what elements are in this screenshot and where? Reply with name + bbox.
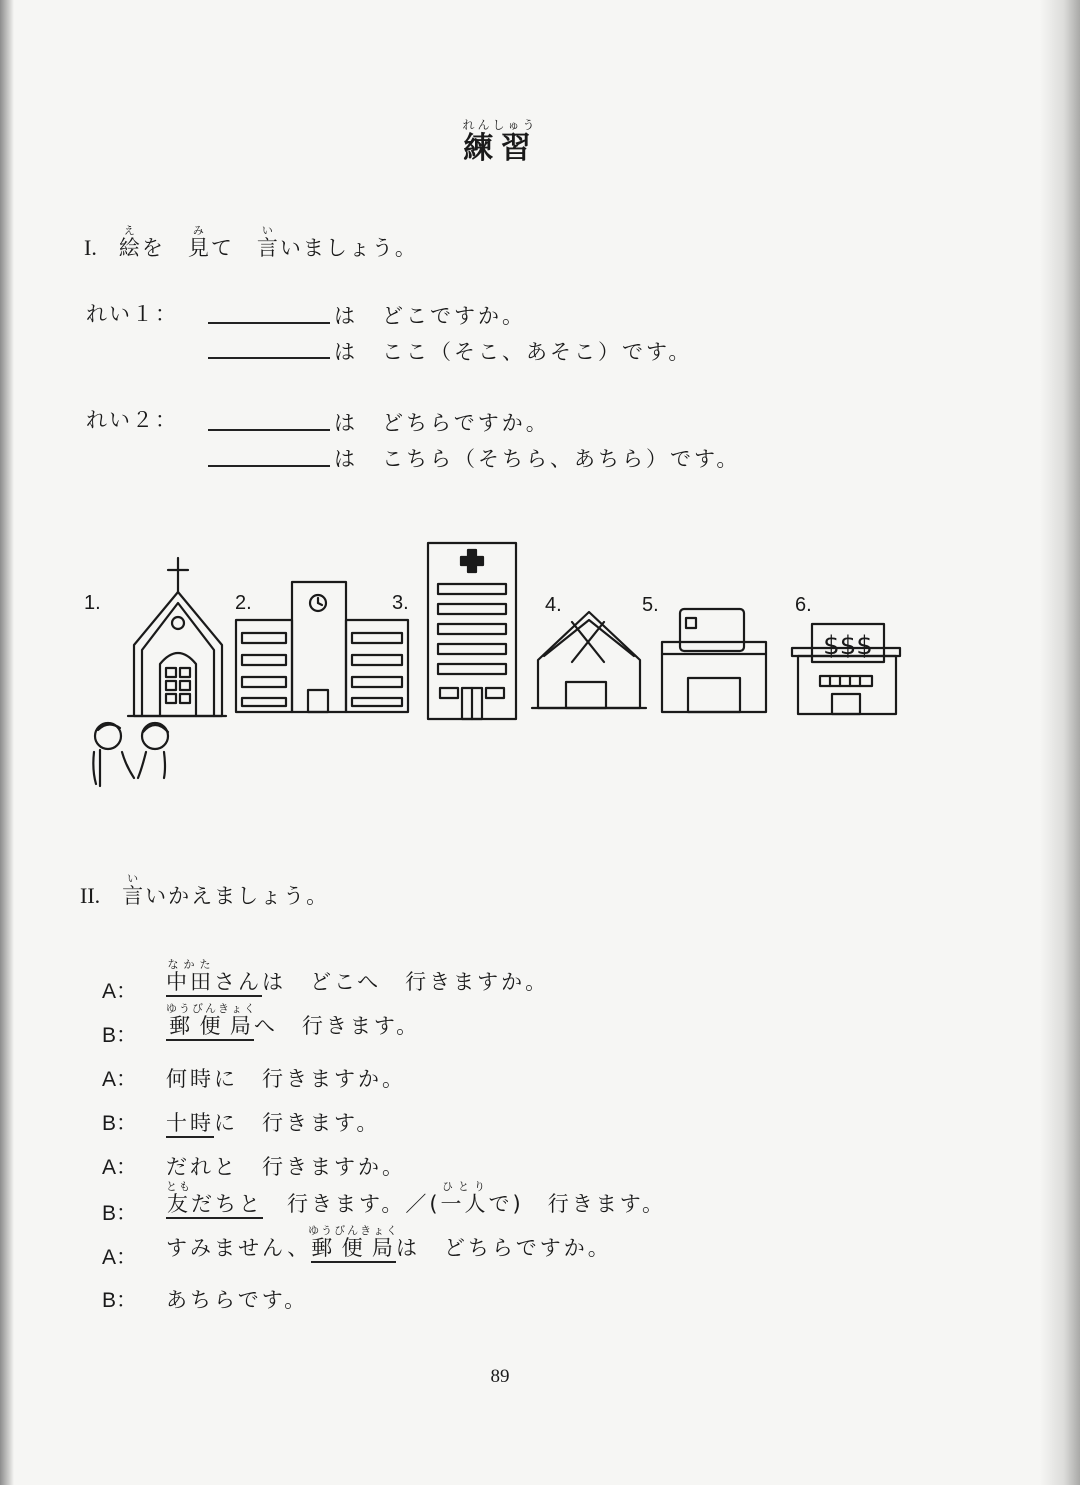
dialogue-line-7: すみません、郵便局ゆうびんきょくは どちらですか。 [166,1224,612,1262]
post-office-icon [662,609,766,712]
page-number: 89 [490,1366,510,1387]
picture-number-5: 5. [642,594,659,616]
section-1-heading: I. 絵えを 見みて 言いいましょう。 [84,224,418,260]
speaker-label: A： [102,1156,138,1179]
speaker-label: A： [102,1068,138,1091]
dialogue-line-6: 友ともだちと 行きます。／(一人ひとりで) 行きます。 [166,1180,666,1218]
bank-icon [792,624,900,714]
heading-word: 絵え [118,224,142,260]
picture-number-1: 1. [84,592,101,614]
heading-word: 見み [187,224,211,260]
speaker-label: B： [102,1202,138,1225]
speaker-label: A： [102,980,138,1003]
example-2-line-1: は どちらですか。 [334,411,550,435]
dialogue-line-1: 中田なかたさんは どこへ 行きますか。 [166,958,549,996]
speaker-label: B： [102,1289,138,1312]
example-1-label: れい１： [86,302,178,326]
restaurant-icon [532,612,646,708]
heading-word: 言い [256,224,280,260]
dialogue-line-5: だれと 行きますか。 [166,1155,406,1179]
picture-number-2: 2. [235,592,252,614]
picture-number-6: 6. [795,594,812,616]
people-icon [93,723,168,786]
dialogue-line-8: あちらです。 [166,1288,309,1312]
speaker-label: A： [102,1246,138,1269]
dialogue-line-2: 郵便局ゆうびんきょくへ 行きます。 [166,1002,420,1040]
church-icon [128,558,226,716]
example-2-line-2: は こちら（そちら、あちら）です。 [334,447,741,471]
dialogue-line-4: 十時に 行きます。 [166,1107,380,1137]
section-2-numeral: II. [80,883,101,908]
dialogue-line-3: 何時に 行きますか。 [166,1067,406,1091]
example-1-line-2: は ここ（そこ、あそこ）です。 [334,340,693,364]
speaker-label: B： [102,1024,138,1047]
page-title: 練習れんしゅう [462,118,538,166]
hospital-icon [428,543,516,719]
speaker-label: B： [102,1112,138,1135]
section-2-heading: II. 言いいかえましょう。 [80,872,330,908]
school-icon [236,582,408,712]
example-2-label: れい２： [86,408,178,432]
section-1-numeral: I. [84,235,97,260]
picture-number-4: 4. [545,594,562,616]
svg-text:$$$: $$$ [823,631,873,661]
picture-number-3: 3. [392,592,409,614]
example-1-line-1: は どこですか。 [334,304,526,328]
